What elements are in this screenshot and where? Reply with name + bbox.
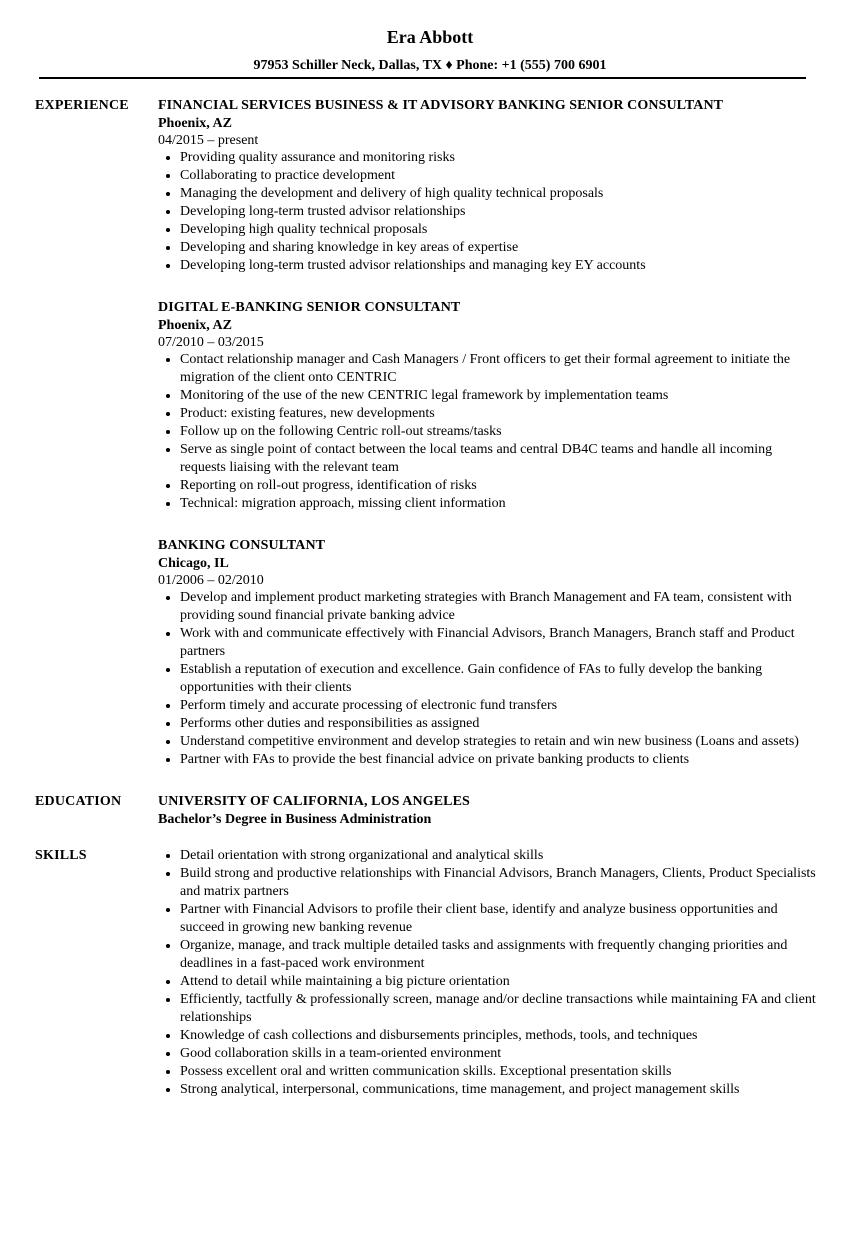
- job-bullets: [158, 351, 818, 513]
- skill-item: • Knowledge of cash collections and disbursements principles, methods, tools, and techniques: [180, 1027, 818, 1045]
- bullet-item: • Partner with FAs to provide the best financial advice on private banking products to clients: [180, 751, 818, 769]
- bullet-item: • Understand competitive environment and develop strategies to retain and win new business (Loans and assets): [180, 733, 818, 751]
- skill-item: • Efficiently, tactfully & professionally screen, manage and/or decline transactions while maintaining FA and client relationships: [180, 991, 818, 1027]
- education-section: [0, 793, 860, 829]
- skill-item: • Strong analytical, interpersonal, communications, time management, and project management skills: [180, 1081, 818, 1099]
- skill-item: • Organize, manage, and track multiple detailed tasks and assignments with frequently changing priorities and deadlines in a fast-paced work environment: [180, 937, 818, 973]
- skill-item: • Detail orientation with strong organizational and analytical skills: [180, 847, 818, 865]
- skill-item: • Possess excellent oral and written communication skills. Exceptional presentation skills: [180, 1063, 818, 1081]
- experience-content: [158, 97, 818, 769]
- job-title: DIGITAL E-BANKING SENIOR CONSULTANT: [158, 300, 461, 315]
- resume-header: [0, 0, 860, 74]
- school-name: UNIVERSITY OF CALIFORNIA, LOS ANGELES: [158, 794, 470, 809]
- bullet-item: • Reporting on roll-out progress, identification of risks: [180, 477, 818, 495]
- skill-item: • Good collaboration skills in a team-oriented environment: [180, 1045, 818, 1063]
- job-title: FINANCIAL SERVICES BUSINESS & IT ADVISORY BANKING SENIOR CONSULTANT: [158, 98, 724, 113]
- bullet-item: • Contact relationship manager and Cash Managers / Front officers to get their formal agreement to initiate the migration of the client onto CENTRIC: [180, 351, 818, 387]
- degree-name: Bachelor’s Degree in Business Administration: [158, 812, 432, 827]
- skill-item: • Partner with Financial Advisors to profile their client base, identify and analyze business opportunities and succeed in growing new banking revenue: [180, 901, 818, 937]
- contact-line: 97953 Schiller Neck, Dallas, TX ♦ Phone: +1 (555) 700 6901: [253, 58, 607, 73]
- bullet-item: • Establish a reputation of execution and excellence. Gain confidence of FAs to fully develop the banking opportunities with their clients: [180, 661, 818, 697]
- skill-item: • Build strong and productive relationships with Financial Advisors, Branch Managers, Clients, Product Specialists and matrix partners: [180, 865, 818, 901]
- job-dates: 01/2006 – 02/2010: [158, 573, 264, 588]
- job-entry: [158, 537, 818, 769]
- bullet-item: • Collaborating to practice development: [180, 167, 818, 185]
- resume-body: [0, 97, 860, 1099]
- bullet-item: • Developing and sharing knowledge in key areas of expertise: [180, 239, 818, 257]
- bullet-item: • Managing the development and delivery of high quality technical proposals: [180, 185, 818, 203]
- bullet-item: • Serve as single point of contact between the local teams and central DB4C teams and handle all incoming requests liaising with the relevant team: [180, 441, 818, 477]
- job-location: Phoenix, AZ: [158, 116, 232, 131]
- job-title: BANKING CONSULTANT: [158, 538, 326, 553]
- bullet-item: • Developing high quality technical proposals: [180, 221, 818, 239]
- job-bullets: [158, 149, 818, 275]
- skills-content: [158, 847, 818, 1099]
- skills-section: [0, 847, 860, 1099]
- section-label-skills: SKILLS: [35, 848, 87, 863]
- job-dates: 04/2015 – present: [158, 133, 259, 148]
- candidate-name: Era Abbott: [386, 27, 474, 47]
- skills-list: [158, 847, 818, 1099]
- experience-section: [0, 97, 860, 769]
- education-content: [158, 793, 818, 829]
- bullet-item: • Perform timely and accurate processing of electronic fund transfers: [180, 697, 818, 715]
- bullet-item: • Monitoring of the use of the new CENTRIC legal framework by implementation teams: [180, 387, 818, 405]
- skill-item: • Attend to detail while maintaining a big picture orientation: [180, 973, 818, 991]
- section-label-experience: EXPERIENCE: [35, 98, 129, 113]
- bullet-item: • Developing long-term trusted advisor relationships and managing key EY accounts: [180, 257, 818, 275]
- header-divider: [39, 77, 806, 79]
- bullet-item: • Follow up on the following Centric roll-out streams/tasks: [180, 423, 818, 441]
- section-label-education: EDUCATION: [35, 794, 122, 809]
- bullet-item: • Develop and implement product marketing strategies with Branch Management and FA team, consistent with providing sound financial private banking advice: [180, 589, 818, 625]
- job-entry: [158, 97, 818, 275]
- job-dates: 07/2010 – 03/2015: [158, 335, 264, 350]
- bullet-item: • Work with and communicate effectively with Financial Advisors, Branch Managers, Branch staff and Product partners: [180, 625, 818, 661]
- bullet-item: • Performs other duties and responsibilities as assigned: [180, 715, 818, 733]
- job-bullets: [158, 589, 818, 769]
- bullet-item: • Providing quality assurance and monitoring risks: [180, 149, 818, 167]
- bullet-item: • Developing long-term trusted advisor relationships: [180, 203, 818, 221]
- job-location: Chicago, IL: [158, 556, 229, 571]
- job-location: Phoenix, AZ: [158, 318, 232, 333]
- job-entry: [158, 299, 818, 513]
- bullet-item: • Technical: migration approach, missing client information: [180, 495, 818, 513]
- bullet-item: • Product: existing features, new developments: [180, 405, 818, 423]
